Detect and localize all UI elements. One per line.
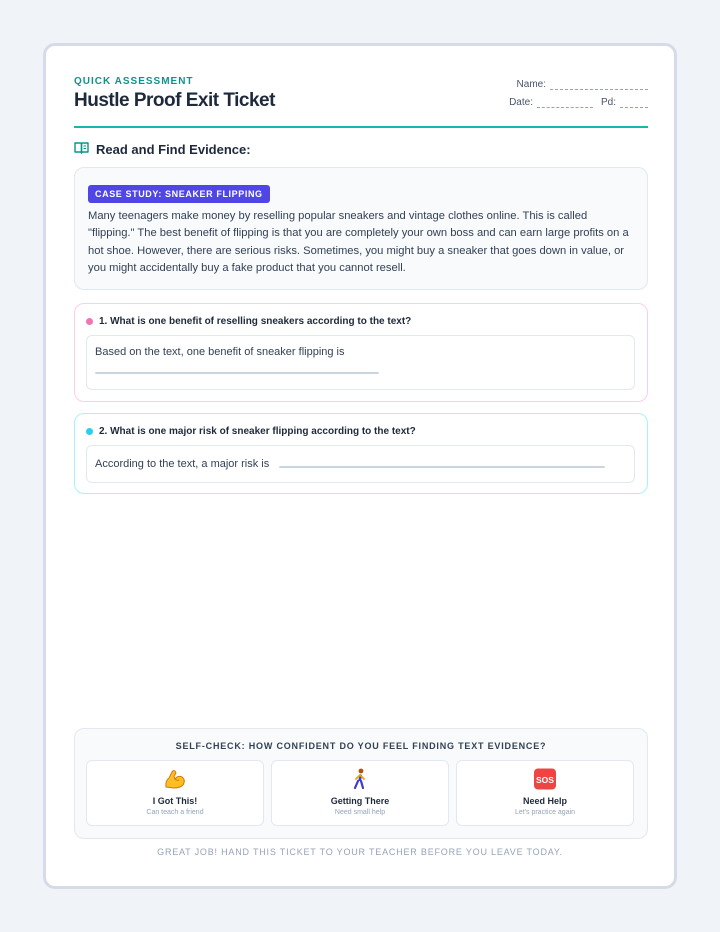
option-sub: Need small help [334,809,386,816]
pink-dot-icon [86,318,93,325]
name-field[interactable] [517,79,648,90]
option-sub: Can teach a friend [146,809,204,816]
question-text-1: 1. What is one benefit of reselling sneakers according to the text? [99,316,412,327]
ticket-header [74,76,648,128]
answer-line-1[interactable] [95,372,379,374]
name-label: Name: [516,79,546,90]
option-need-help[interactable] [456,760,634,826]
name-blank[interactable] [550,80,648,90]
question-card-1 [74,303,648,402]
page-title: Hustle Proof Exit Ticket [74,90,275,111]
sentence-stem-1: Based on the text, one benefit of sneaker flipping is [95,346,345,358]
answer-box-1[interactable] [86,335,635,390]
option-label: Need Help [522,796,567,806]
svg-text:SOS: SOS [536,775,554,785]
question-text-2: 2. What is one major risk of sneaker flipping according to the text? [99,426,416,437]
option-sub: Let's practice again [514,809,576,816]
section-heading [74,141,251,157]
case-study-badge: CASE STUDY: SNEAKER FLIPPING [88,185,270,203]
answer-line-2[interactable] [279,466,605,468]
date-period-fields [509,97,648,108]
option-label: Getting There [330,796,390,806]
footer-note: GREAT JOB! HAND THIS TICKET TO YOUR TEACHER BEFORE YOU LEAVE TODAY. [157,847,563,857]
date-label: Date: [509,97,533,108]
question-prompt-1 [86,316,411,327]
case-study-text: Many teenagers make money by reselling popular sneakers and vintage clothes online. This is called "flipping." The best benefit of flipping is that you are completely your own boss and can earn large profits on a hot shoe. However, there are serious risks. Sometimes, you might buy a sneaker that goes down in value, or you might accidentally buy a fake product that you cannot resell. [88,210,629,275]
case-study-card [74,167,648,290]
walking-person-icon [272,768,448,790]
period-label: Pd: [600,97,616,108]
cyan-dot-icon [86,428,93,435]
sos-icon [457,768,633,790]
open-book-icon [74,141,96,157]
option-getting-there[interactable] [271,760,449,826]
answer-box-2[interactable] [86,445,635,483]
date-blank[interactable] [537,98,593,108]
self-check-panel [74,728,648,839]
option-label: I Got This! [152,796,198,806]
sentence-stem-2: According to the text, a major risk is [95,458,270,470]
option-got-this[interactable] [86,760,264,826]
kicker-label: QUICK ASSESSMENT [74,76,194,87]
flexed-biceps-icon [87,768,263,790]
question-prompt-2 [86,426,416,437]
period-blank[interactable] [620,98,648,108]
section-title: Read and Find Evidence: [96,141,251,157]
self-check-title: SELF-CHECK: HOW CONFIDENT DO YOU FEEL FINDING TEXT EVIDENCE? [175,741,547,751]
question-card-2 [74,413,648,494]
exit-ticket-sheet [43,43,677,889]
